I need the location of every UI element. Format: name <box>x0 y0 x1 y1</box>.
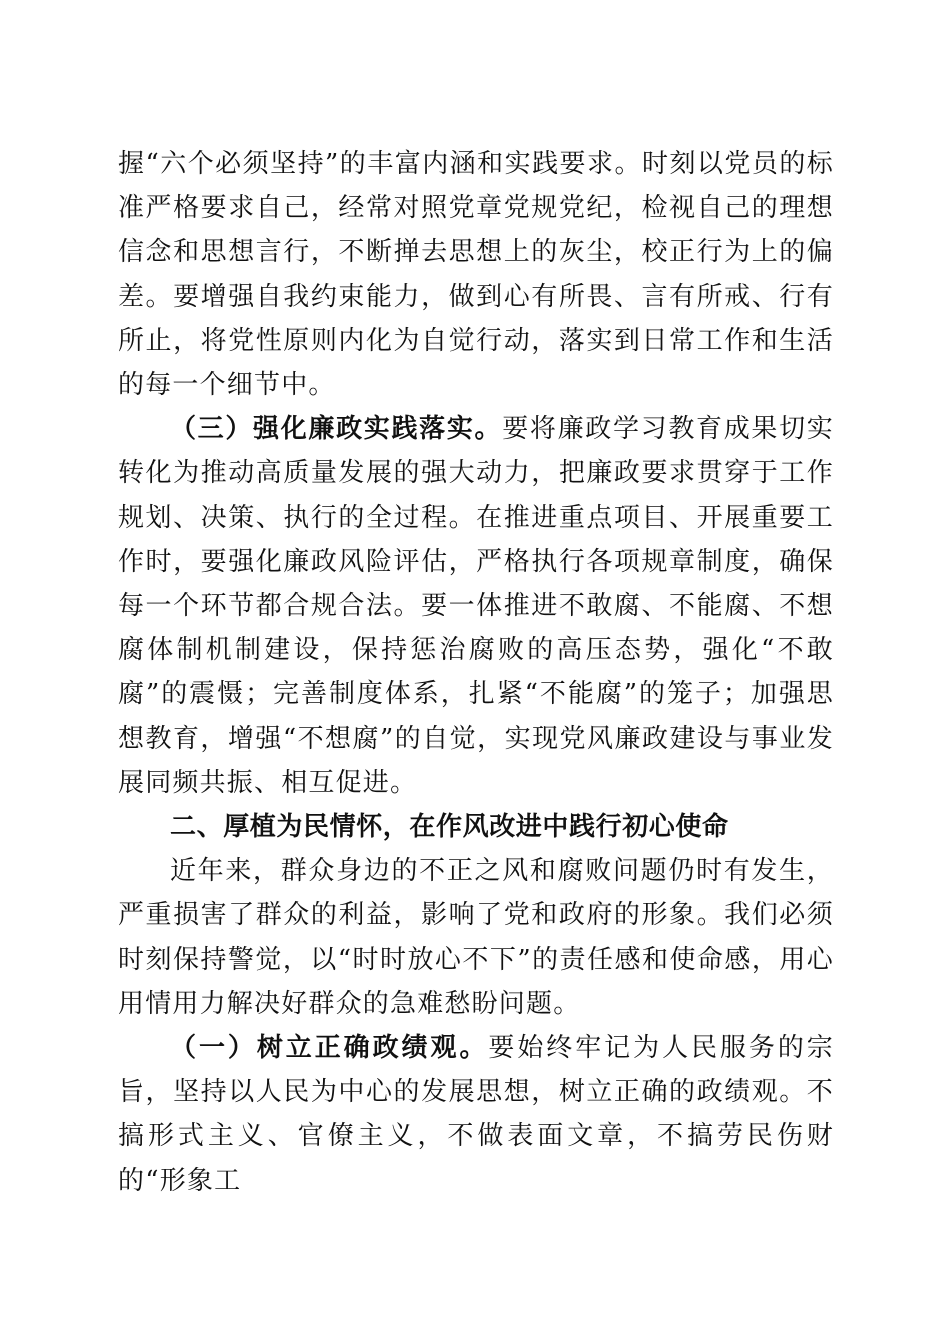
paragraph-subsection-1 <box>118 1026 834 1203</box>
subsection-text: 要将廉政学习教育成果切实转化为推动高质量发展的强大动力，把廉政要求贯穿于工作规划、决策、执行的全过程。在推进重点项目、开展重要工作时，要强化廉政风险评估，严格执行各项规章制度，确保每一个环节都合规合法。要一体推进不敢腐、不能腐、不想腐体制机制建设，保持惩治腐败的高压态势，强化“不敢腐”的震慑；完善制度体系，扎紧“不能腐”的笼子；加强思想教育，增强“不想腐”的自觉，实现党风廉政建设与事业发展同频共振、相互促进。 <box>118 414 835 798</box>
subsection-heading: （一）树立正确政绩观。 <box>170 1033 489 1064</box>
subsection-text: 要始终牢记为人民服务的宗旨，坚持以人民为中心的发展思想，树立正确的政绩观。不搞形式主义、官僚主义，不做表面文章，不搞劳民伤财的“形象工 <box>118 1033 835 1196</box>
paragraph-subsection-3 <box>118 407 834 805</box>
paragraph-continuation: 握“六个必须坚持”的丰富内涵和实践要求。时刻以党员的标准严格要求自己，经常对照党章党规党纪，检视自己的理想信念和思想言行，不断掸去思想上的灰尘，校正行为上的偏差。要增强自我约束能力，做到心有所畏、言有所戒、行有所止，将党性原则内化为自觉行动，落实到日常工作和生活的每一个细节中。 <box>118 149 834 401</box>
document-body <box>118 142 834 1203</box>
section-heading: 二、厚植为民情怀，在作风改进中践行初心使命 <box>170 812 729 843</box>
subsection-heading: （三）强化廉政实践落实。 <box>170 414 503 445</box>
paragraph-body: 近年来，群众身边的不正之风和腐败问题仍时有发生，严重损害了群众的利益，影响了党和政府的形象。我们必须时刻保持警觉，以“时时放心不下”的责任感和使命感，用心用情用力解决好群众的急难愁盼问题。 <box>118 856 834 1019</box>
